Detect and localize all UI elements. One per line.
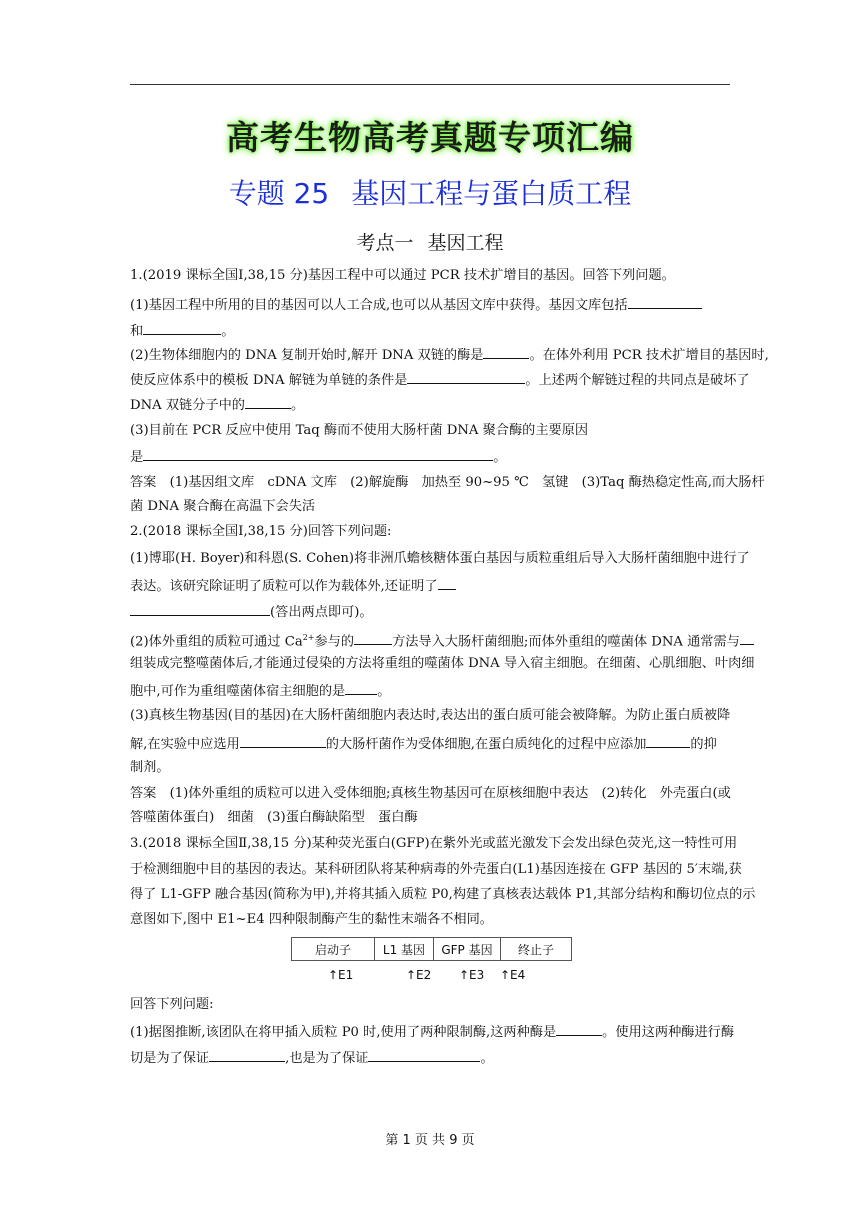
cut-site-e1: ↑E1 [328, 968, 354, 982]
answer-blank [240, 733, 326, 748]
q2-part1-line3: (答出两点即可)。 [130, 601, 735, 623]
q3-stem-line4: 意图如下,图中 E1~E4 四种限制酶产生的黏性末端各不相同。 [130, 912, 493, 927]
answer-blank [209, 1047, 285, 1062]
topic-title [0, 172, 860, 212]
answer-blank [646, 733, 690, 748]
cut-site-e2: ↑E2 [406, 968, 432, 982]
diagram-l1-gene: L1 基因 [375, 938, 434, 961]
q1-part1-line2: 和 。 [130, 320, 735, 342]
q1-part2-line3: DNA 双链分子中的 。 [130, 394, 735, 416]
answer-blank [143, 446, 493, 461]
topic-name: 基因工程与蛋白质工程 [351, 177, 632, 210]
q3-stem-line2: 于检测细胞中目的基因的表达。某科研团队将某种病毒的外壳蛋白(L1)基因连接在 GFP 基因的 5′末端,获 [130, 862, 742, 877]
topic-number: 专题 25 [228, 177, 330, 210]
diagram-terminator: 终止子 [501, 938, 572, 961]
q2-part2-line1: (2)体外重组的质粒可通过 $Ca^{2+}$参与的 方法导入大肠杆菌细胞;而体外重组的噬菌体 DNA 通常需与 [130, 628, 735, 652]
collection-title: 高考生物高考真题专项汇编 [226, 118, 634, 157]
q2-part2-line3: 胞中,可作为重组噬菌体宿主细胞的是 。 [130, 680, 735, 702]
section-name: 基因工程 [427, 232, 504, 254]
q2-part1-line1: (1)博耶(H. Boyer)和科恩(S. Cohen)将非洲爪蟾核糖体蛋白基因与质粒重组后导入大肠杆菌细胞中进行了 [130, 551, 750, 566]
diagram-promoter: 启动子 [292, 938, 375, 961]
answer-blank [368, 1047, 480, 1062]
answer-blank [407, 369, 525, 384]
answer-blank [556, 1021, 602, 1036]
q3-part1-line2: 切是为了保证 ,也是为了保证 。 [130, 1047, 735, 1069]
page-footer: 第 1 页 共 9 页 [385, 1133, 475, 1148]
q2-part3-line2: 解,在实验中应选用 的大肠杆菌作为受体细胞,在蛋白质纯化的过程中应添加 的抑 [130, 733, 735, 755]
answer-blank [740, 630, 754, 645]
section-number: 考点一 [356, 232, 414, 254]
q2-answer-line2: 答噬菌体蛋白) 细菌 (3)蛋白酶缺陷型 蛋白酶 [130, 810, 418, 825]
q2-part1-line2: 表达。该研究除证明了质粒可以作为载体外,还证明了 [130, 575, 735, 597]
q1-part3-line1: (3)目前在 PCR 反应中使用 Taq 酶而不使用大肠杆菌 DNA 聚合酶的主要原因 [130, 423, 589, 438]
answer-blank [130, 601, 270, 616]
q2-stem: 2.(2018 课标全国Ⅰ,38,15 分)回答下列问题: [130, 524, 392, 539]
q3-stem-line3: 得了 L1-GFP 融合基因(简称为甲),并将其插入质粒 P0,构建了真核表达载体 P1,其部分结构和酶切位点的示 [130, 887, 756, 902]
q1-part1-line1: (1)基因工程中所用的目的基因可以人工合成,也可以从基因文库中获得。基因文库包括 [130, 294, 735, 316]
q1-part2-line2: 使反应体系中的模板 DNA 解链为单链的条件是 。上述两个解链过程的共同点是破坏了 [130, 369, 735, 391]
q2-part2-line2: 组装成完整噬菌体后,才能通过侵染的方法将重组的噬菌体 DNA 导入宿主细胞。在细菌、心肌细胞、叶肉细 [130, 656, 755, 671]
answer-blank [628, 294, 702, 309]
q3-prompt: 回答下列问题: [130, 997, 214, 1012]
q3-stem-line1: 3.(2018 课标全国Ⅱ,38,15 分)某种荧光蛋白(GFP)在紫外光或蓝光激发下会发出绿色荧光,这一特性可用 [130, 836, 738, 851]
q1-answer-line1: 答案 (1)基因组文库 cDNA 文库 (2)解旋酶 加热至 90~95 ℃ 氢键 (3)Taq 酶热稳定性高,而大肠杆 [130, 475, 765, 490]
q3-part1-line1: (1)据图推断,该团队在将甲插入质粒 P0 时,使用了两种限制酶,这两种酶是 。使用这两种酶进行酶 [130, 1021, 735, 1043]
q1-answer-line2: 菌 DNA 聚合酶在高温下会失活 [130, 499, 316, 514]
q2-part3-line1: (3)真核生物基因(目的基因)在大肠杆菌细胞内表达时,表达出的蛋白质可能会被降解。为防止蛋白质被降 [130, 708, 731, 723]
header-rule [130, 84, 730, 85]
section-heading [0, 228, 860, 255]
answer-blank [438, 575, 456, 590]
q1-part3-line2: 是 。 [130, 446, 735, 468]
diagram-gfp-gene: GFP 基因 [434, 938, 501, 961]
cut-site-e3: ↑E3 [459, 968, 485, 982]
q1-part2-line1: (2)生物体细胞内的 DNA 复制开始时,解开 DNA 双链的酶是 。在体外利用 PCR 技术扩增目的基因时, [130, 344, 735, 366]
q2-answer-line1: 答案 (1)体外重组的质粒可以进入受体细胞;真核生物基因可在原核细胞中表达 (2)转化 外壳蛋白(或 [130, 786, 731, 801]
answer-blank [245, 394, 291, 409]
answer-blank [483, 344, 529, 359]
answer-blank [354, 630, 392, 645]
answer-blank [345, 680, 377, 695]
q1-stem: 1.(2019 课标全国Ⅰ,38,15 分)基因工程中可以通过 PCR 技术扩增目的基因。回答下列问题。 [130, 268, 675, 283]
plasmid-structure-diagram [291, 937, 572, 961]
cut-site-e4: ↑E4 [500, 968, 526, 982]
answer-blank [143, 320, 221, 335]
q2-part3-line3: 制剂。 [130, 760, 170, 775]
